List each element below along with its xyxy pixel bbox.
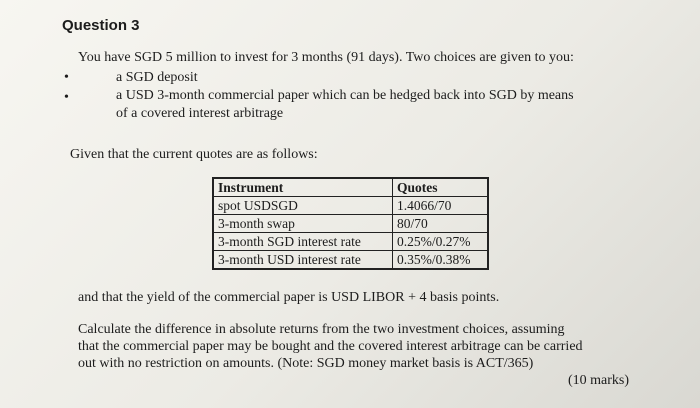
task-line-2: that the commercial paper may be bought and the covered interest arbitrage can be carried [78,339,583,354]
instrument-cell: 3-month USD interest rate [213,251,393,270]
table-header-row [213,178,488,197]
task-line-1: Calculate the difference in absolute returns from the two investment choices, assuming [78,322,565,337]
question-title: Question 3 [62,17,140,34]
quote-cell: 1.4066/70 [393,197,489,215]
bullet-marker: • [64,70,69,85]
instrument-cell: 3-month swap [213,215,393,233]
commercial-paper-yield-note: and that the yield of the commercial paper is USD LIBOR + 4 basis points. [78,290,500,305]
bullet-commercial-paper-line-2: of a covered interest arbitrage [116,106,284,121]
task-line-3: out with no restriction on amounts. (Note: SGD money market basis is ACT/365) [78,356,534,371]
instrument-cell: spot USDSGD [213,197,393,215]
quote-cell: 0.35%/0.38% [393,251,489,270]
intro-text: You have SGD 5 million to invest for 3 months (91 days). Two choices are given to you: [78,50,574,65]
bullet-commercial-paper-line-1: a USD 3-month commercial paper which can be hedged back into SGD by means [116,88,574,103]
table-row [213,197,488,215]
instrument-cell: 3-month SGD interest rate [213,233,393,251]
table-row [213,215,488,233]
bullet-sgd-deposit: a SGD deposit [116,70,198,85]
header-instrument: Instrument [213,178,393,197]
quote-cell: 0.25%/0.27% [393,233,489,251]
quote-cell: 80/70 [393,215,489,233]
marks-label: (10 marks) [568,373,630,388]
table-row [213,233,488,251]
quotes-table [212,177,489,270]
table-row [213,251,488,270]
given-text: Given that the current quotes are as follows: [70,147,318,162]
header-quotes: Quotes [393,178,489,197]
bullet-marker: • [64,90,69,105]
